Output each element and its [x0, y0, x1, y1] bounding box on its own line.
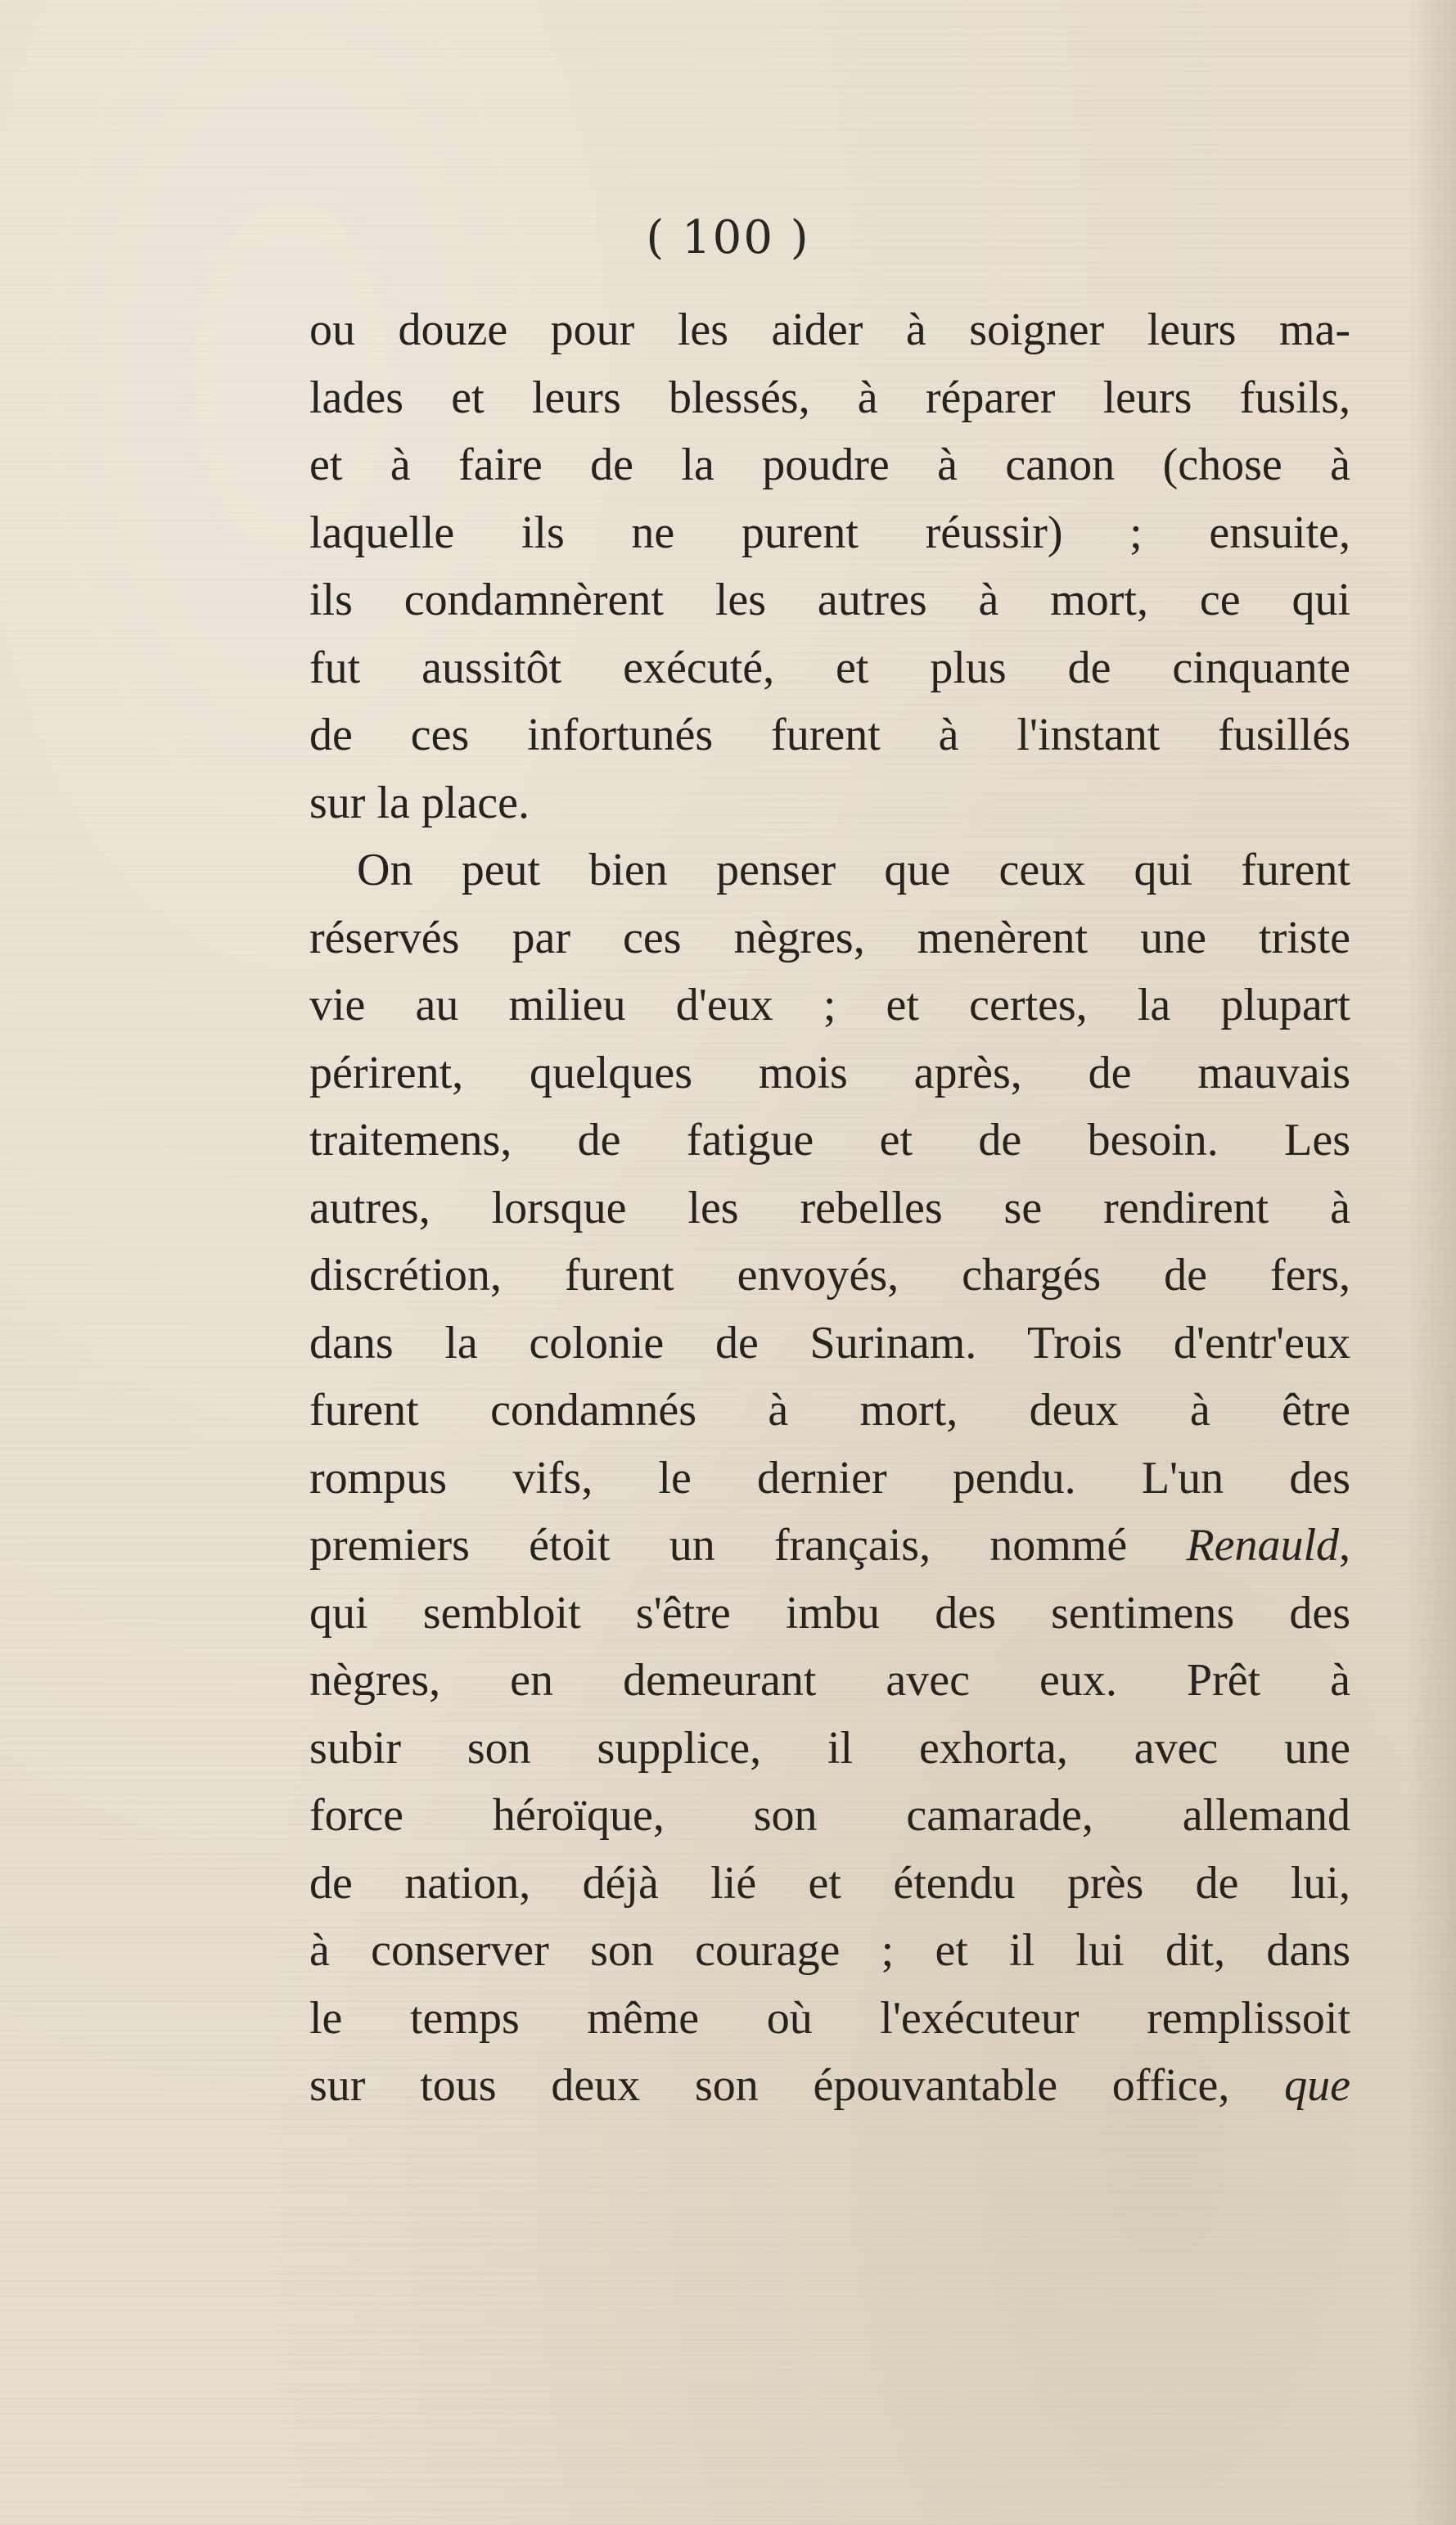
- text-line: rompus vifs, le dernier pendu. L'un des: [309, 1452, 1350, 1504]
- text-line: réservés par ces nègres, menèrent une triste: [309, 912, 1350, 963]
- text-line: sur la place.: [309, 777, 530, 828]
- text-line: laquelle ils ne purent réussir) ; ensuite,: [309, 507, 1350, 558]
- text-segment: ,: [1339, 1520, 1350, 1571]
- text-segment: sur tous deux son épouvantable office,: [309, 2060, 1285, 2111]
- text-line: nègres, en demeurant avec eux. Prêt à: [309, 1655, 1350, 1706]
- text-line: qui sembloit s'être imbu des sentimens des: [309, 1587, 1350, 1639]
- text-line: lades et leurs blessés, à réparer leurs fusils,: [309, 372, 1350, 423]
- body-text: [309, 296, 1350, 2120]
- italic-name: Renauld: [1186, 1520, 1339, 1571]
- text-line: [309, 1512, 1350, 1580]
- text-line: traitemens, de fatigue et de besoin. Les: [309, 1115, 1350, 1166]
- text-line: autres, lorsque les rebelles se rendirent à: [309, 1182, 1350, 1233]
- text-line: furent condamnés à mort, deux à être: [309, 1385, 1350, 1436]
- page-edge-shadow: [1407, 0, 1456, 2525]
- text-line: [309, 2052, 1350, 2120]
- text-line: discrétion, furent envoyés, chargés de fers,: [309, 1250, 1350, 1301]
- page-number: ( 100 ): [646, 211, 810, 264]
- text-line: ils condamnèrent les autres à mort, ce qui: [309, 575, 1350, 625]
- text-line: de ces infortunés furent à l'instant fusillés: [309, 710, 1350, 760]
- text-line: ou douze pour les aider à soigner leurs ma-: [309, 304, 1350, 355]
- text-line: le temps même où l'exécuteur remplissoit: [309, 1992, 1350, 2044]
- text-line: force héroïque, son camarade, allemand: [309, 1790, 1350, 1841]
- text-line: vie au milieu d'eux ; et certes, la plupart: [309, 980, 1350, 1030]
- italic-word: que: [1284, 2060, 1350, 2111]
- text-line: subir son supplice, il exhorta, avec une: [309, 1722, 1350, 1774]
- text-line: et à faire de la poudre à canon (chose à: [309, 440, 1350, 490]
- text-line: périrent, quelques mois après, de mauvais: [309, 1047, 1350, 1098]
- text-line: à conserver son courage ; et il lui dit, dans: [309, 1925, 1350, 1976]
- text-line: fut aussitôt exécuté, et plus de cinquante: [309, 642, 1350, 693]
- text-line: dans la colonie de Surinam. Trois d'entr'eux: [309, 1317, 1350, 1368]
- paragraph-start-line: On peut bien penser que ceux qui furent: [357, 845, 1350, 895]
- text-line: de nation, déjà lié et étendu près de lui,: [309, 1857, 1350, 1909]
- text-segment: premiers étoit un français, nommé: [309, 1520, 1187, 1571]
